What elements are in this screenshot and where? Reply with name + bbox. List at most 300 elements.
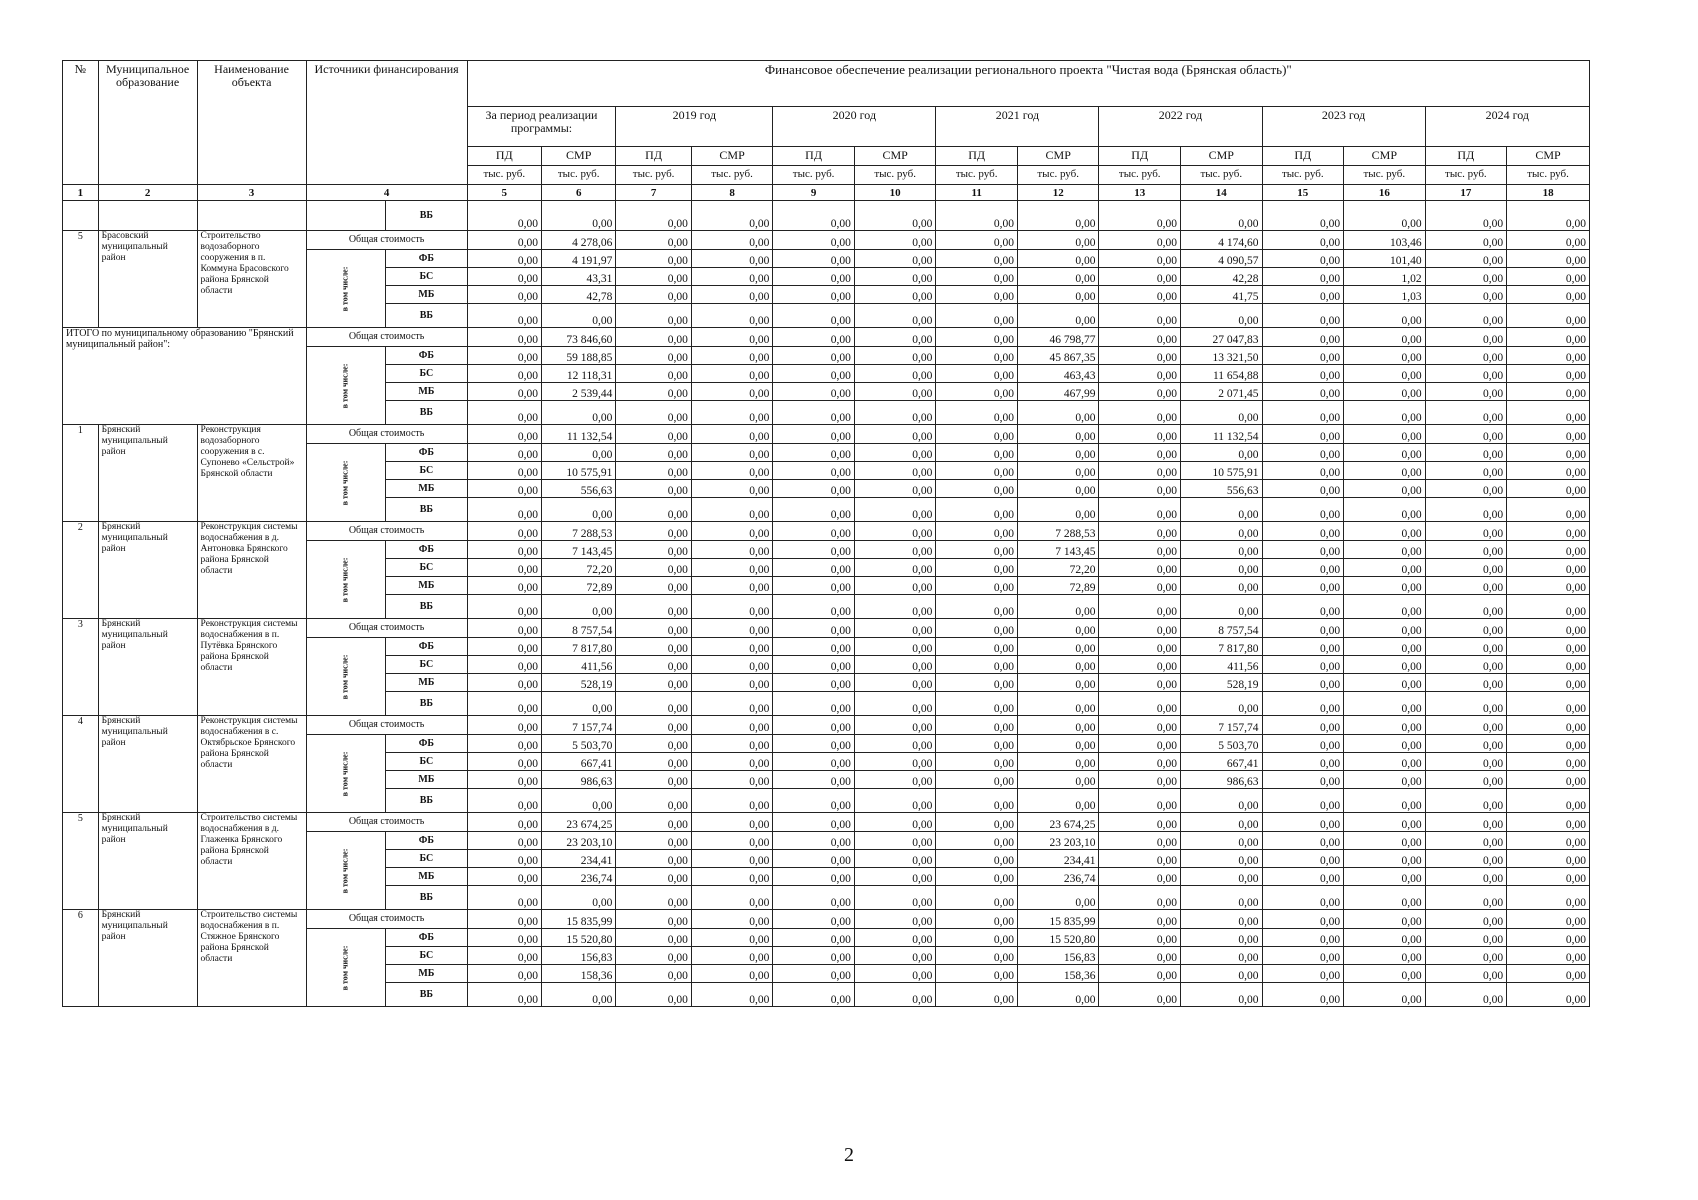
value-cell: 0,00 bbox=[1181, 692, 1263, 716]
value-cell: 0,00 bbox=[691, 753, 773, 771]
value-cell: 0,00 bbox=[1262, 886, 1344, 910]
value-cell: 0,00 bbox=[1262, 850, 1344, 868]
value-cell: 0,00 bbox=[1344, 983, 1426, 1007]
column-number: 4 bbox=[306, 185, 467, 201]
value-cell: 1,03 bbox=[1344, 286, 1426, 304]
value-cell: 0,00 bbox=[1507, 692, 1590, 716]
row-number: 1 bbox=[63, 425, 99, 522]
value-cell: 0,00 bbox=[542, 983, 616, 1007]
header-year: 2024 год bbox=[1425, 107, 1589, 147]
value-cell: 0,00 bbox=[1181, 522, 1263, 541]
value-cell: 0,00 bbox=[1344, 886, 1426, 910]
value-cell: 0,00 bbox=[773, 771, 855, 789]
column-number: 11 bbox=[936, 185, 1018, 201]
column-number: 8 bbox=[691, 185, 773, 201]
value-cell: 0,00 bbox=[1262, 656, 1344, 674]
source-fb: ФБ bbox=[386, 638, 468, 656]
value-cell: 986,63 bbox=[542, 771, 616, 789]
row-number: 6 bbox=[63, 910, 99, 1007]
header-year: 2021 год bbox=[936, 107, 1099, 147]
source-fb: ФБ bbox=[386, 250, 468, 268]
value-cell: 0,00 bbox=[691, 638, 773, 656]
source-bs: БС bbox=[386, 656, 468, 674]
header-unit: тыс. руб. bbox=[1099, 166, 1181, 185]
value-cell: 0,00 bbox=[691, 541, 773, 559]
value-cell: 0,00 bbox=[1344, 692, 1426, 716]
value-cell: 0,00 bbox=[1017, 886, 1099, 910]
value-cell: 0,00 bbox=[1017, 231, 1099, 250]
value-cell: 0,00 bbox=[542, 498, 616, 522]
value-cell: 27 047,83 bbox=[1181, 328, 1263, 347]
header-smr: СМР bbox=[854, 147, 936, 166]
value-cell: 0,00 bbox=[854, 425, 936, 444]
value-cell: 0,00 bbox=[691, 692, 773, 716]
value-cell: 236,74 bbox=[542, 868, 616, 886]
row-number: 4 bbox=[63, 716, 99, 813]
value-cell: 0,00 bbox=[1507, 638, 1590, 656]
value-cell: 0,00 bbox=[936, 365, 1018, 383]
value-cell: 0,00 bbox=[1099, 231, 1181, 250]
value-cell: 0,00 bbox=[854, 868, 936, 886]
value-cell: 0,00 bbox=[691, 735, 773, 753]
value-cell: 0,00 bbox=[1099, 498, 1181, 522]
header-unit: тыс. руб. bbox=[1017, 166, 1099, 185]
value-cell: 0,00 bbox=[1262, 231, 1344, 250]
incl-label-cell bbox=[306, 929, 386, 1007]
municipality-name: Брянский муниципальный район bbox=[98, 522, 197, 619]
value-cell: 15 835,99 bbox=[1017, 910, 1099, 929]
value-cell: 0,00 bbox=[1099, 365, 1181, 383]
value-cell: 0,00 bbox=[936, 250, 1018, 268]
value-cell: 13 321,50 bbox=[1181, 347, 1263, 365]
value-cell: 0,00 bbox=[1181, 910, 1263, 929]
value-cell: 0,00 bbox=[691, 425, 773, 444]
value-cell: 0,00 bbox=[1507, 619, 1590, 638]
header-unit: тыс. руб. bbox=[616, 166, 691, 185]
value-cell: 0,00 bbox=[1017, 735, 1099, 753]
value-cell: 0,00 bbox=[1344, 444, 1426, 462]
value-cell: 0,00 bbox=[467, 522, 541, 541]
value-cell: 0,00 bbox=[1099, 383, 1181, 401]
table-row bbox=[63, 619, 1590, 638]
incl-label-cell bbox=[306, 541, 386, 619]
value-cell: 0,00 bbox=[616, 250, 691, 268]
value-cell: 0,00 bbox=[616, 444, 691, 462]
value-cell: 0,00 bbox=[936, 595, 1018, 619]
value-cell: 411,56 bbox=[1181, 656, 1263, 674]
value-cell: 0,00 bbox=[1344, 929, 1426, 947]
value-cell: 0,00 bbox=[773, 498, 855, 522]
value-cell: 0,00 bbox=[936, 522, 1018, 541]
value-cell: 0,00 bbox=[691, 462, 773, 480]
value-cell: 59 188,85 bbox=[542, 347, 616, 365]
value-cell: 0,00 bbox=[936, 965, 1018, 983]
value-cell: 0,00 bbox=[1425, 947, 1507, 965]
column-number: 9 bbox=[773, 185, 855, 201]
source-vb: ВБ bbox=[386, 983, 468, 1007]
value-cell: 0,00 bbox=[773, 383, 855, 401]
value-cell: 0,00 bbox=[936, 813, 1018, 832]
value-cell: 7 288,53 bbox=[542, 522, 616, 541]
value-cell: 0,00 bbox=[1507, 286, 1590, 304]
value-cell: 0,00 bbox=[1181, 813, 1263, 832]
value-cell: 0,00 bbox=[1099, 444, 1181, 462]
value-cell: 0,00 bbox=[1507, 347, 1590, 365]
value-cell: 0,00 bbox=[1425, 850, 1507, 868]
value-cell: 0,00 bbox=[691, 674, 773, 692]
value-cell: 0,00 bbox=[467, 832, 541, 850]
value-cell: 23 674,25 bbox=[542, 813, 616, 832]
value-cell: 0,00 bbox=[1099, 619, 1181, 638]
value-cell: 0,00 bbox=[1344, 522, 1426, 541]
value-cell: 0,00 bbox=[616, 522, 691, 541]
value-cell: 0,00 bbox=[467, 910, 541, 929]
value-cell: 0,00 bbox=[1099, 541, 1181, 559]
value-cell: 0,00 bbox=[467, 674, 541, 692]
value-cell: 0,00 bbox=[1099, 947, 1181, 965]
header-smr: СМР bbox=[1344, 147, 1426, 166]
value-cell: 0,00 bbox=[542, 201, 616, 231]
value-cell: 0,00 bbox=[467, 250, 541, 268]
value-cell: 0,00 bbox=[691, 559, 773, 577]
source-total-cost: Общая стоимость bbox=[306, 522, 467, 541]
value-cell: 0,00 bbox=[691, 365, 773, 383]
value-cell: 0,00 bbox=[691, 929, 773, 947]
source-bs: БС bbox=[386, 462, 468, 480]
value-cell: 0,00 bbox=[1262, 498, 1344, 522]
source-vb: ВБ bbox=[386, 692, 468, 716]
value-cell: 7 817,80 bbox=[542, 638, 616, 656]
value-cell: 0,00 bbox=[1262, 480, 1344, 498]
value-cell: 0,00 bbox=[1017, 753, 1099, 771]
value-cell: 0,00 bbox=[854, 268, 936, 286]
value-cell: 0,00 bbox=[773, 577, 855, 595]
value-cell: 0,00 bbox=[616, 674, 691, 692]
value-cell: 0,00 bbox=[854, 498, 936, 522]
value-cell: 8 757,54 bbox=[1181, 619, 1263, 638]
value-cell: 0,00 bbox=[773, 753, 855, 771]
value-cell: 0,00 bbox=[936, 674, 1018, 692]
header-pd: ПД bbox=[1425, 147, 1507, 166]
value-cell: 0,00 bbox=[1507, 674, 1590, 692]
column-number: 13 bbox=[1099, 185, 1181, 201]
value-cell: 0,00 bbox=[616, 965, 691, 983]
value-cell: 0,00 bbox=[467, 656, 541, 674]
value-cell: 0,00 bbox=[1262, 444, 1344, 462]
value-cell: 0,00 bbox=[467, 425, 541, 444]
value-cell: 0,00 bbox=[1181, 541, 1263, 559]
value-cell: 528,19 bbox=[1181, 674, 1263, 692]
value-cell: 0,00 bbox=[1099, 965, 1181, 983]
value-cell: 0,00 bbox=[773, 522, 855, 541]
value-cell: 15 520,80 bbox=[1017, 929, 1099, 947]
value-cell: 0,00 bbox=[467, 462, 541, 480]
value-cell: 7 143,45 bbox=[542, 541, 616, 559]
value-cell: 0,00 bbox=[773, 674, 855, 692]
value-cell: 0,00 bbox=[854, 813, 936, 832]
value-cell: 0,00 bbox=[1099, 983, 1181, 1007]
header-unit: тыс. руб. bbox=[467, 166, 541, 185]
value-cell: 0,00 bbox=[691, 910, 773, 929]
incl-label: в том числе: bbox=[340, 751, 350, 797]
value-cell: 0,00 bbox=[1344, 910, 1426, 929]
value-cell: 0,00 bbox=[773, 201, 855, 231]
value-cell: 11 132,54 bbox=[542, 425, 616, 444]
value-cell: 0,00 bbox=[1262, 462, 1344, 480]
value-cell: 0,00 bbox=[1262, 910, 1344, 929]
value-cell: 0,00 bbox=[1099, 401, 1181, 425]
value-cell: 156,83 bbox=[1017, 947, 1099, 965]
value-cell: 0,00 bbox=[1507, 231, 1590, 250]
value-cell: 0,00 bbox=[1425, 328, 1507, 347]
value-cell: 0,00 bbox=[1262, 347, 1344, 365]
value-cell: 0,00 bbox=[936, 304, 1018, 328]
value-cell: 0,00 bbox=[1262, 619, 1344, 638]
value-cell: 0,00 bbox=[936, 753, 1018, 771]
value-cell: 0,00 bbox=[1099, 771, 1181, 789]
value-cell: 103,46 bbox=[1344, 231, 1426, 250]
value-cell: 0,00 bbox=[1507, 947, 1590, 965]
header-smr: СМР bbox=[691, 147, 773, 166]
header-period: За период реализации программы: bbox=[467, 107, 616, 147]
source-total-cost: Общая стоимость bbox=[306, 328, 467, 347]
column-number: 2 bbox=[98, 185, 197, 201]
value-cell: 0,00 bbox=[854, 286, 936, 304]
value-cell: 0,00 bbox=[1262, 771, 1344, 789]
empty-cell bbox=[98, 201, 197, 231]
value-cell: 0,00 bbox=[1099, 753, 1181, 771]
value-cell: 0,00 bbox=[616, 383, 691, 401]
value-cell: 0,00 bbox=[616, 268, 691, 286]
municipality-name: Брянский муниципальный район bbox=[98, 813, 197, 910]
table-row bbox=[63, 231, 1590, 250]
value-cell: 0,00 bbox=[1099, 286, 1181, 304]
value-cell: 0,00 bbox=[1344, 619, 1426, 638]
value-cell: 0,00 bbox=[1425, 250, 1507, 268]
value-cell: 0,00 bbox=[1507, 868, 1590, 886]
value-cell: 0,00 bbox=[936, 656, 1018, 674]
value-cell: 0,00 bbox=[773, 365, 855, 383]
financing-table bbox=[62, 60, 1590, 1007]
value-cell: 0,00 bbox=[1017, 304, 1099, 328]
value-cell: 0,00 bbox=[467, 480, 541, 498]
column-number: 6 bbox=[542, 185, 616, 201]
value-cell: 0,00 bbox=[1262, 638, 1344, 656]
value-cell: 0,00 bbox=[773, 401, 855, 425]
value-cell: 0,00 bbox=[542, 304, 616, 328]
header-smr: СМР bbox=[1507, 147, 1590, 166]
value-cell: 0,00 bbox=[1507, 577, 1590, 595]
value-cell: 0,00 bbox=[773, 304, 855, 328]
value-cell: 0,00 bbox=[1017, 462, 1099, 480]
source-mb: МБ bbox=[386, 965, 468, 983]
value-cell: 12 118,31 bbox=[542, 365, 616, 383]
table-row bbox=[63, 328, 1590, 347]
value-cell: 0,00 bbox=[1017, 444, 1099, 462]
header-pd: ПД bbox=[616, 147, 691, 166]
value-cell: 0,00 bbox=[773, 347, 855, 365]
value-cell: 0,00 bbox=[1507, 850, 1590, 868]
source-fb: ФБ bbox=[386, 929, 468, 947]
source-mb: МБ bbox=[386, 480, 468, 498]
value-cell: 4 174,60 bbox=[1181, 231, 1263, 250]
header-municipality: Муниципальное образование bbox=[98, 61, 197, 185]
source-total-cost: Общая стоимость bbox=[306, 231, 467, 250]
value-cell: 0,00 bbox=[616, 231, 691, 250]
value-cell: 0,00 bbox=[1017, 619, 1099, 638]
value-cell: 0,00 bbox=[691, 789, 773, 813]
header-pd: ПД bbox=[936, 147, 1018, 166]
source-fb: ФБ bbox=[386, 541, 468, 559]
value-cell: 0,00 bbox=[936, 716, 1018, 735]
value-cell: 0,00 bbox=[1262, 425, 1344, 444]
value-cell: 0,00 bbox=[691, 716, 773, 735]
value-cell: 0,00 bbox=[616, 638, 691, 656]
value-cell: 0,00 bbox=[1099, 674, 1181, 692]
value-cell: 0,00 bbox=[854, 886, 936, 910]
header-pd: ПД bbox=[1262, 147, 1344, 166]
row-number: 2 bbox=[63, 522, 99, 619]
value-cell: 2 071,45 bbox=[1181, 383, 1263, 401]
value-cell: 0,00 bbox=[1262, 965, 1344, 983]
value-cell: 0,00 bbox=[936, 868, 1018, 886]
value-cell: 0,00 bbox=[1262, 947, 1344, 965]
value-cell: 0,00 bbox=[467, 789, 541, 813]
value-cell: 0,00 bbox=[854, 541, 936, 559]
table-row bbox=[63, 813, 1590, 832]
value-cell: 10 575,91 bbox=[542, 462, 616, 480]
header-year: 2022 год bbox=[1099, 107, 1262, 147]
value-cell: 0,00 bbox=[467, 965, 541, 983]
value-cell: 0,00 bbox=[773, 929, 855, 947]
value-cell: 0,00 bbox=[936, 947, 1018, 965]
value-cell: 0,00 bbox=[1262, 674, 1344, 692]
value-cell: 0,00 bbox=[1344, 201, 1426, 231]
value-cell: 0,00 bbox=[773, 480, 855, 498]
value-cell: 0,00 bbox=[1344, 577, 1426, 595]
object-name: Реконструкция системы водоснабжения в п. Путёвка Брянского района Брянской области bbox=[197, 619, 306, 716]
value-cell: 0,00 bbox=[1344, 383, 1426, 401]
value-cell: 0,00 bbox=[1181, 983, 1263, 1007]
value-cell: 0,00 bbox=[467, 692, 541, 716]
value-cell: 0,00 bbox=[773, 789, 855, 813]
value-cell: 0,00 bbox=[854, 716, 936, 735]
value-cell: 0,00 bbox=[854, 789, 936, 813]
value-cell: 0,00 bbox=[1344, 771, 1426, 789]
header-unit: тыс. руб. bbox=[773, 166, 855, 185]
value-cell: 0,00 bbox=[1507, 365, 1590, 383]
value-cell: 556,63 bbox=[542, 480, 616, 498]
value-cell: 0,00 bbox=[1425, 716, 1507, 735]
value-cell: 0,00 bbox=[773, 692, 855, 716]
object-name: Строительство системы водоснабжения в д. Глаженка Брянского района Брянской области bbox=[197, 813, 306, 910]
value-cell: 0,00 bbox=[691, 868, 773, 886]
value-cell: 158,36 bbox=[1017, 965, 1099, 983]
value-cell: 0,00 bbox=[467, 813, 541, 832]
source-mb: МБ bbox=[386, 771, 468, 789]
value-cell: 0,00 bbox=[854, 522, 936, 541]
value-cell: 4 278,06 bbox=[542, 231, 616, 250]
value-cell: 0,00 bbox=[1181, 577, 1263, 595]
value-cell: 0,00 bbox=[1262, 201, 1344, 231]
value-cell: 234,41 bbox=[542, 850, 616, 868]
source-fb: ФБ bbox=[386, 735, 468, 753]
header-no: № bbox=[63, 61, 99, 185]
value-cell: 0,00 bbox=[1507, 886, 1590, 910]
value-cell: 0,00 bbox=[1507, 328, 1590, 347]
source-vb: ВБ bbox=[386, 401, 468, 425]
value-cell: 0,00 bbox=[1425, 444, 1507, 462]
value-cell: 0,00 bbox=[616, 559, 691, 577]
value-cell: 73 846,60 bbox=[542, 328, 616, 347]
value-cell: 0,00 bbox=[1099, 425, 1181, 444]
source-mb: МБ bbox=[386, 868, 468, 886]
value-cell: 0,00 bbox=[854, 929, 936, 947]
value-cell: 0,00 bbox=[1507, 771, 1590, 789]
source-vb: ВБ bbox=[386, 789, 468, 813]
value-cell: 0,00 bbox=[616, 425, 691, 444]
value-cell: 0,00 bbox=[1507, 201, 1590, 231]
object-name: Реконструкция системы водоснабжения в д. Антоновка Брянского района Брянской области bbox=[197, 522, 306, 619]
value-cell: 0,00 bbox=[854, 347, 936, 365]
value-cell: 0,00 bbox=[773, 462, 855, 480]
value-cell: 0,00 bbox=[1099, 692, 1181, 716]
value-cell: 0,00 bbox=[773, 850, 855, 868]
value-cell: 0,00 bbox=[1017, 401, 1099, 425]
value-cell: 0,00 bbox=[854, 947, 936, 965]
empty-cell bbox=[63, 201, 99, 231]
value-cell: 0,00 bbox=[1425, 868, 1507, 886]
value-cell: 101,40 bbox=[1344, 250, 1426, 268]
value-cell: 0,00 bbox=[936, 619, 1018, 638]
value-cell: 0,00 bbox=[1017, 425, 1099, 444]
value-cell: 7 143,45 bbox=[1017, 541, 1099, 559]
value-cell: 0,00 bbox=[467, 886, 541, 910]
incl-label: в том числе: bbox=[340, 363, 350, 409]
value-cell: 7 157,74 bbox=[1181, 716, 1263, 735]
source-total-cost: Общая стоимость bbox=[306, 910, 467, 929]
value-cell: 0,00 bbox=[1099, 304, 1181, 328]
value-cell: 0,00 bbox=[1344, 868, 1426, 886]
value-cell: 0,00 bbox=[1099, 328, 1181, 347]
value-cell: 0,00 bbox=[854, 577, 936, 595]
value-cell: 0,00 bbox=[467, 347, 541, 365]
value-cell: 0,00 bbox=[1507, 910, 1590, 929]
municipality-name: Брянский муниципальный район bbox=[98, 716, 197, 813]
value-cell: 0,00 bbox=[854, 444, 936, 462]
value-cell: 0,00 bbox=[616, 753, 691, 771]
value-cell: 0,00 bbox=[854, 674, 936, 692]
value-cell: 0,00 bbox=[467, 619, 541, 638]
value-cell: 0,00 bbox=[1507, 965, 1590, 983]
value-cell: 0,00 bbox=[1344, 559, 1426, 577]
value-cell: 0,00 bbox=[1425, 577, 1507, 595]
value-cell: 0,00 bbox=[936, 850, 1018, 868]
value-cell: 0,00 bbox=[1181, 850, 1263, 868]
value-cell: 667,41 bbox=[1181, 753, 1263, 771]
value-cell: 0,00 bbox=[1099, 250, 1181, 268]
value-cell: 0,00 bbox=[1507, 522, 1590, 541]
value-cell: 0,00 bbox=[1344, 498, 1426, 522]
object-name: Строительство системы водоснабжения в п. Стяжное Брянского района Брянской области bbox=[197, 910, 306, 1007]
header-pd: ПД bbox=[1099, 147, 1181, 166]
value-cell: 0,00 bbox=[1425, 268, 1507, 286]
value-cell: 0,00 bbox=[1262, 383, 1344, 401]
value-cell: 0,00 bbox=[1099, 929, 1181, 947]
value-cell: 0,00 bbox=[854, 983, 936, 1007]
value-cell: 0,00 bbox=[691, 983, 773, 1007]
value-cell: 0,00 bbox=[1425, 771, 1507, 789]
